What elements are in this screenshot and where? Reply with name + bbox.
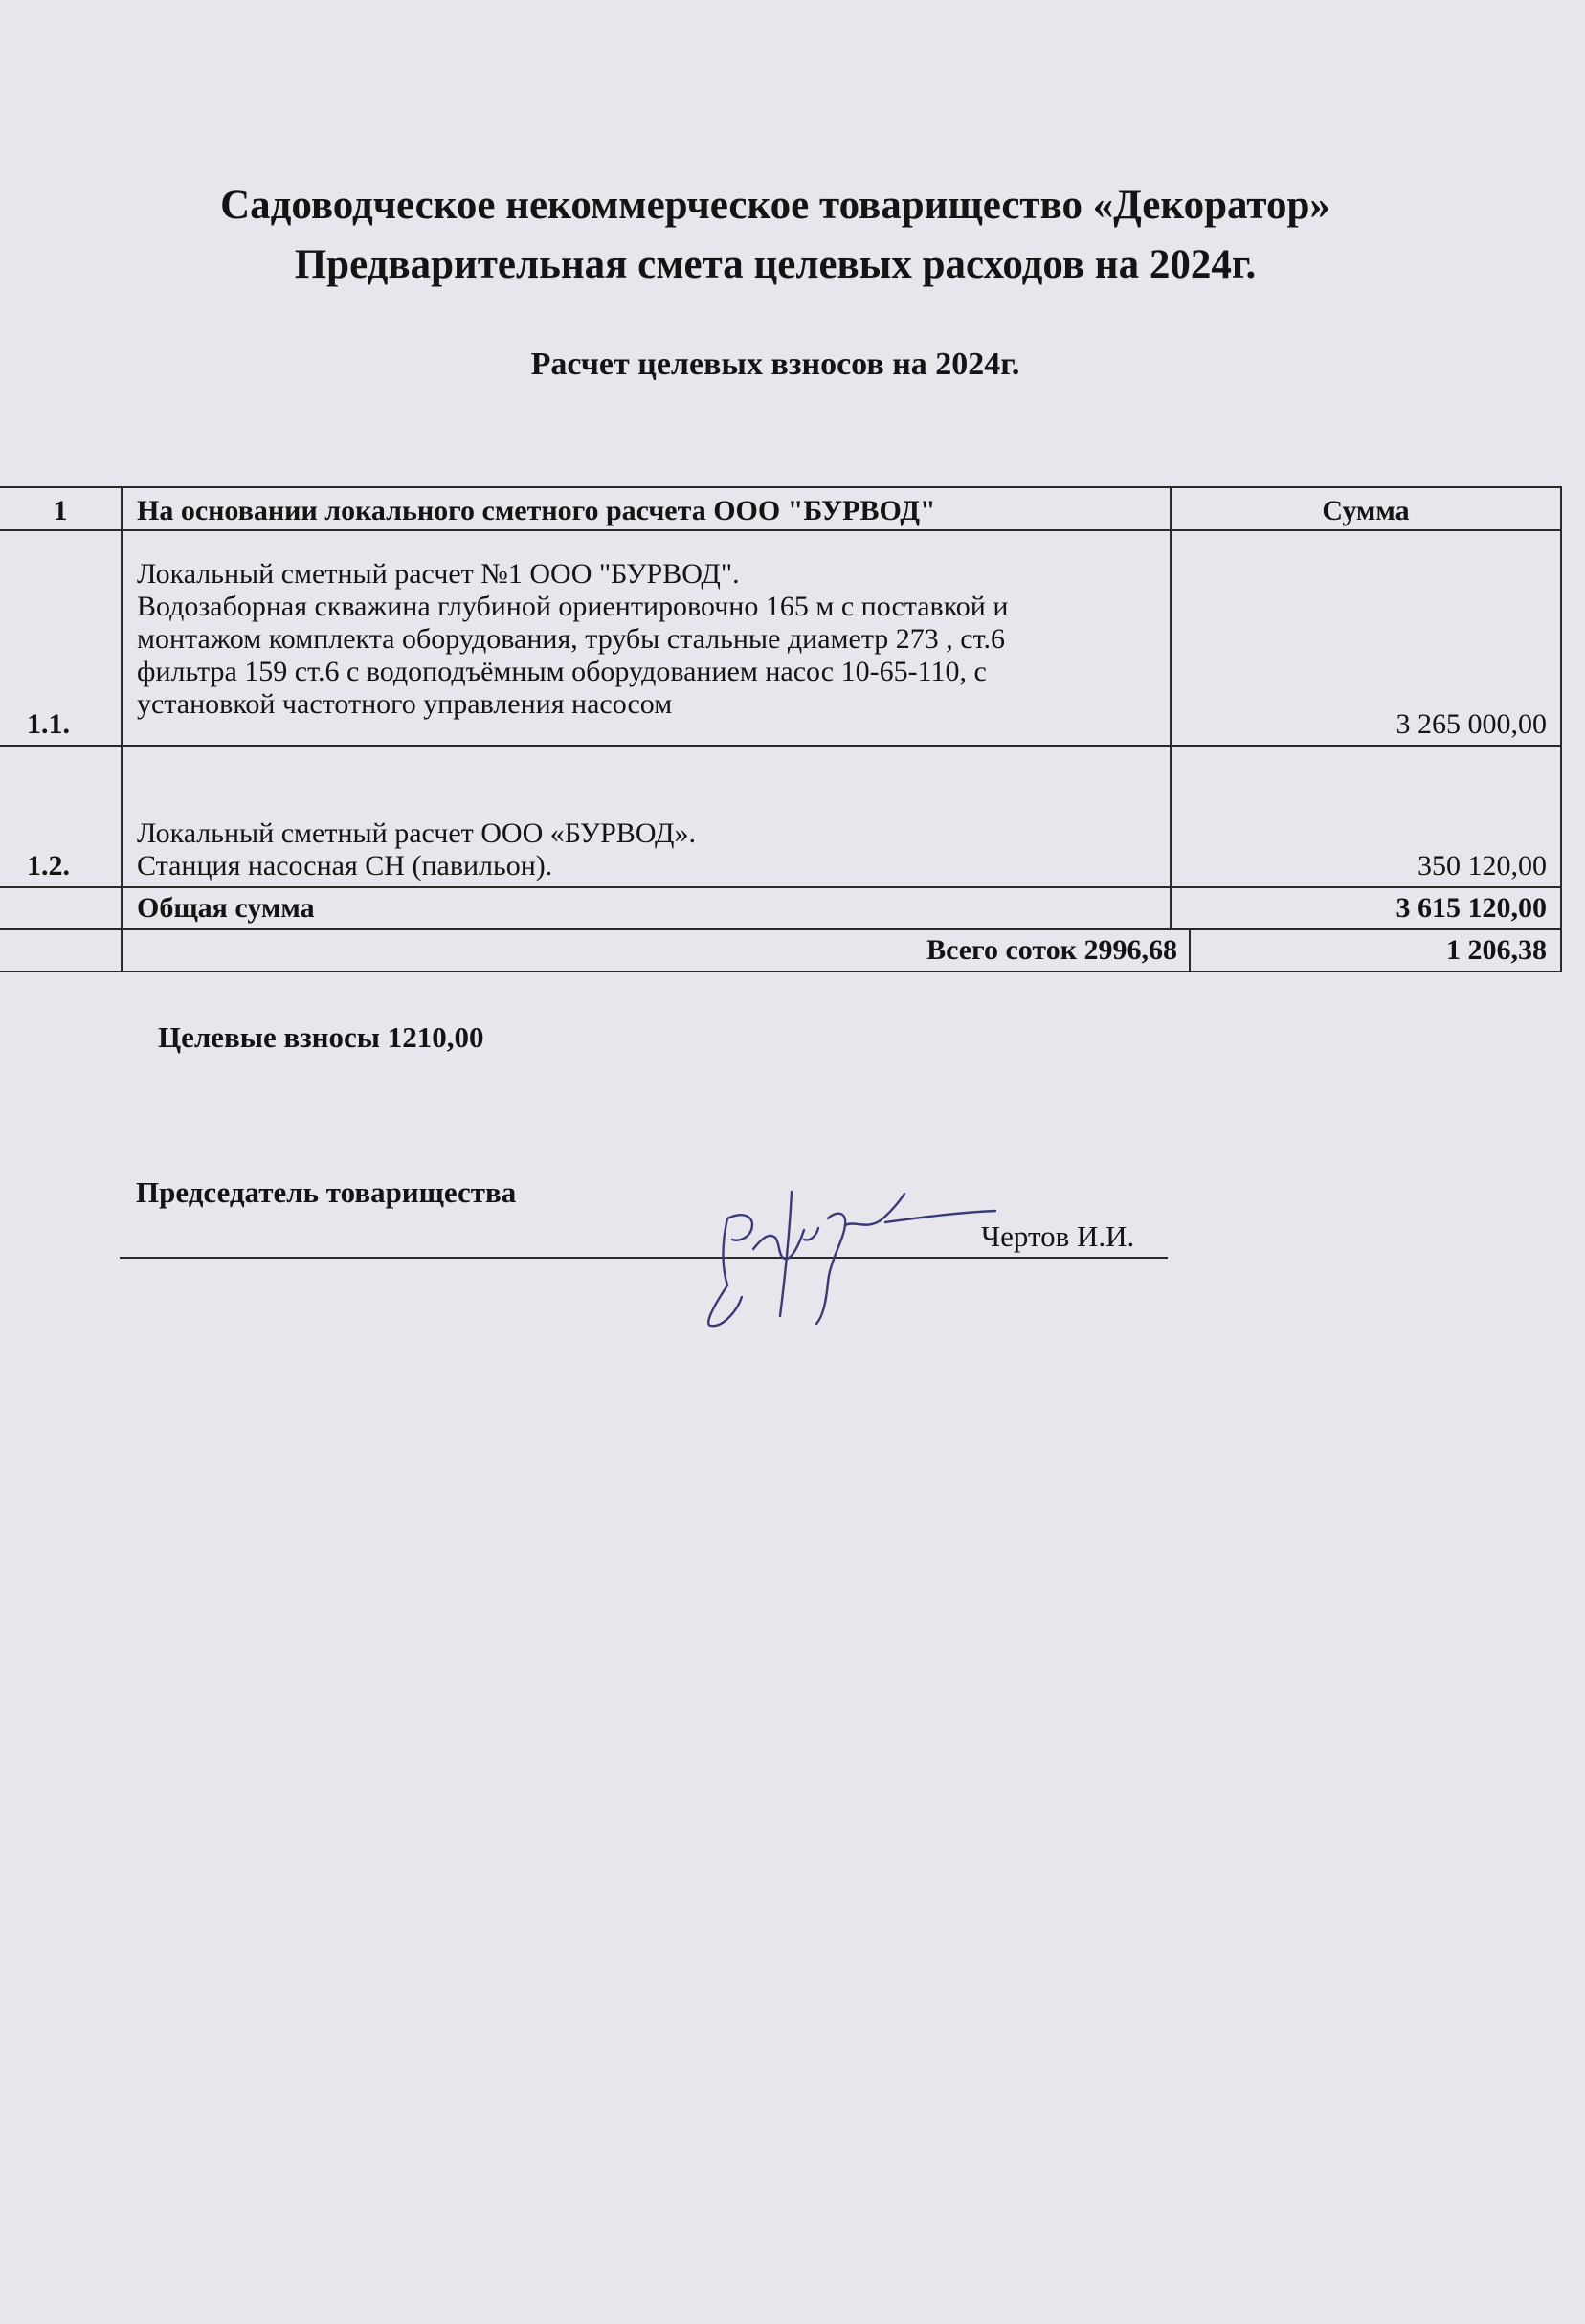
table-rule bbox=[1560, 486, 1562, 972]
org-title: Садоводческое некоммерческое товарищество «Декоратор» bbox=[220, 183, 1330, 228]
row-number: 1.1. bbox=[27, 708, 70, 740]
row-sum: 350 120,00 bbox=[1418, 850, 1547, 882]
table-rule bbox=[1189, 928, 1191, 972]
total-label: Общая сумма bbox=[137, 892, 315, 924]
row-description-line: Локальный сметный расчет №1 ООО "БУРВОД". bbox=[137, 558, 740, 590]
table-rule bbox=[0, 928, 1562, 930]
signature-line bbox=[120, 1257, 1168, 1259]
row-description-line: установкой частотного управления насосом bbox=[137, 688, 673, 720]
row-description bbox=[137, 558, 1166, 721]
row-description-line: Станция насосная СН (павильон). bbox=[137, 850, 553, 882]
row-description-line: Локальный сметный расчет ООО «БУРВОД». bbox=[137, 817, 696, 849]
chairman-name: Чертов И.И. bbox=[981, 1219, 1135, 1253]
table-rule bbox=[0, 971, 1562, 972]
header-number: 1 bbox=[53, 495, 68, 526]
table-rule bbox=[0, 745, 1562, 747]
row-description bbox=[137, 817, 1166, 883]
document-subtitle: Расчет целевых взносов на 2024г. bbox=[530, 346, 1020, 382]
header-description: На основании локального сметного расчета ООО "БУРВОД" bbox=[137, 495, 936, 526]
table-rule bbox=[0, 886, 1562, 888]
per-plot-label: Всего соток 2996,68 bbox=[926, 934, 1177, 966]
table-rule bbox=[0, 486, 1562, 488]
row-sum: 3 265 000,00 bbox=[1395, 708, 1547, 740]
table-rule bbox=[121, 486, 123, 972]
table-rule bbox=[1170, 486, 1172, 928]
row-description-line: фильтра 159 ст.6 с водоподъёмным оборудованием насос 10-65-110, с bbox=[137, 656, 987, 687]
document-title: Предварительная смета целевых расходов на 2024г. bbox=[294, 242, 1257, 287]
header-sum: Сумма bbox=[1322, 495, 1410, 526]
table-rule bbox=[0, 529, 1562, 531]
estimate-table bbox=[0, 486, 1562, 972]
target-fee: Целевые взносы 1210,00 bbox=[158, 1020, 484, 1054]
row-description-line: Водозаборная скважина глубиной ориентировочно 165 м с поставкой и bbox=[137, 591, 1009, 622]
chairman-title: Председатель товарищества bbox=[136, 1175, 517, 1209]
handwritten-signature bbox=[684, 1173, 1000, 1345]
row-description-line: монтажом комплекта оборудования, трубы стальные диаметр 273 , ст.6 bbox=[137, 623, 1005, 655]
per-plot-value: 1 206,38 bbox=[1446, 934, 1547, 966]
total-sum: 3 615 120,00 bbox=[1395, 892, 1547, 924]
row-number: 1.2. bbox=[27, 850, 70, 882]
